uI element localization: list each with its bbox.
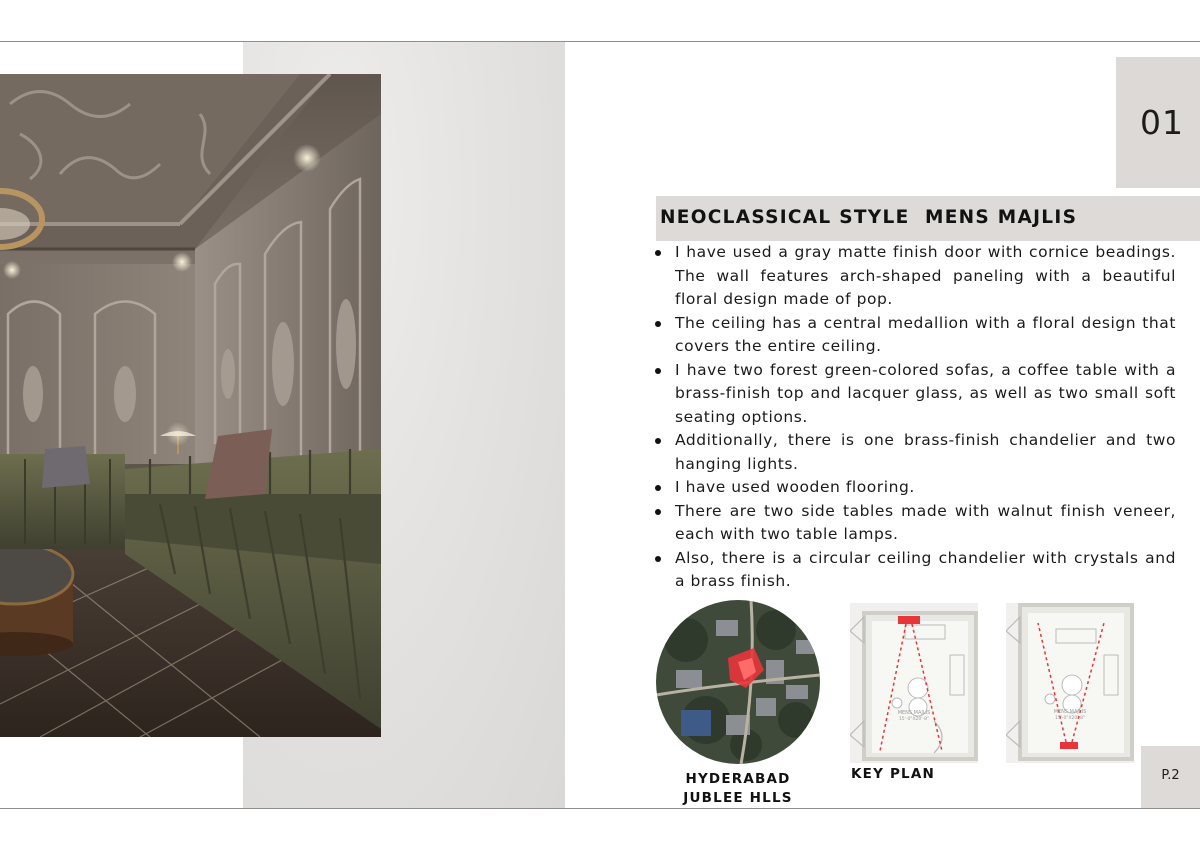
list-item: I have two forest green-colored sofas, a coffee table with a brass-finish top and lacquer glass, as well as two small soft seating options. bbox=[654, 359, 1176, 430]
plan-room-label: MENS MAJLIS bbox=[1053, 709, 1087, 715]
plan-room-size: 15'-0"X20'-8" bbox=[898, 717, 930, 722]
list-item: There are two side tables made with walnut finish veneer, each with two table lamps. bbox=[654, 500, 1176, 547]
page-ref-panel bbox=[1141, 746, 1200, 808]
list-item: Additionally, there is one brass-finish chandelier and two hanging lights. bbox=[654, 429, 1176, 476]
plan-room-size: 15'-0"X20'-8" bbox=[1054, 716, 1086, 721]
plan-room-label: MENS MAJLIS bbox=[897, 710, 931, 716]
title-bar bbox=[656, 196, 1200, 241]
top-rule bbox=[0, 41, 1200, 42]
key-plan-diagram-1 bbox=[850, 603, 978, 763]
bottom-rule bbox=[0, 808, 1200, 809]
page-number: P.2 bbox=[1161, 768, 1180, 783]
list-item: Also, there is a circular ceiling chandelier with crystals and a brass finish. bbox=[654, 547, 1176, 594]
section-number-panel bbox=[1116, 57, 1200, 188]
interior-render-image bbox=[0, 74, 381, 737]
site-satellite-map bbox=[656, 600, 820, 764]
key-plan-diagram-2 bbox=[1006, 603, 1134, 763]
description-list bbox=[654, 241, 1176, 594]
list-item: I have used a gray matte finish door with cornice beadings. The wall features arch-shaped paneling with a beautiful floral design made of pop. bbox=[654, 241, 1176, 312]
list-item: The ceiling has a central medallion with a floral design that covers the entire ceiling. bbox=[654, 312, 1176, 359]
location-label: HYDERABAD JUBLEE HLLS bbox=[683, 771, 793, 806]
section-number: 01 bbox=[1140, 103, 1184, 142]
page-title: NEOCLASSICAL STYLE MENS MAJLIS bbox=[660, 207, 1078, 228]
list-item: I have used wooden flooring. bbox=[654, 476, 1176, 500]
key-plan-label: KEY PLAN bbox=[851, 766, 936, 782]
